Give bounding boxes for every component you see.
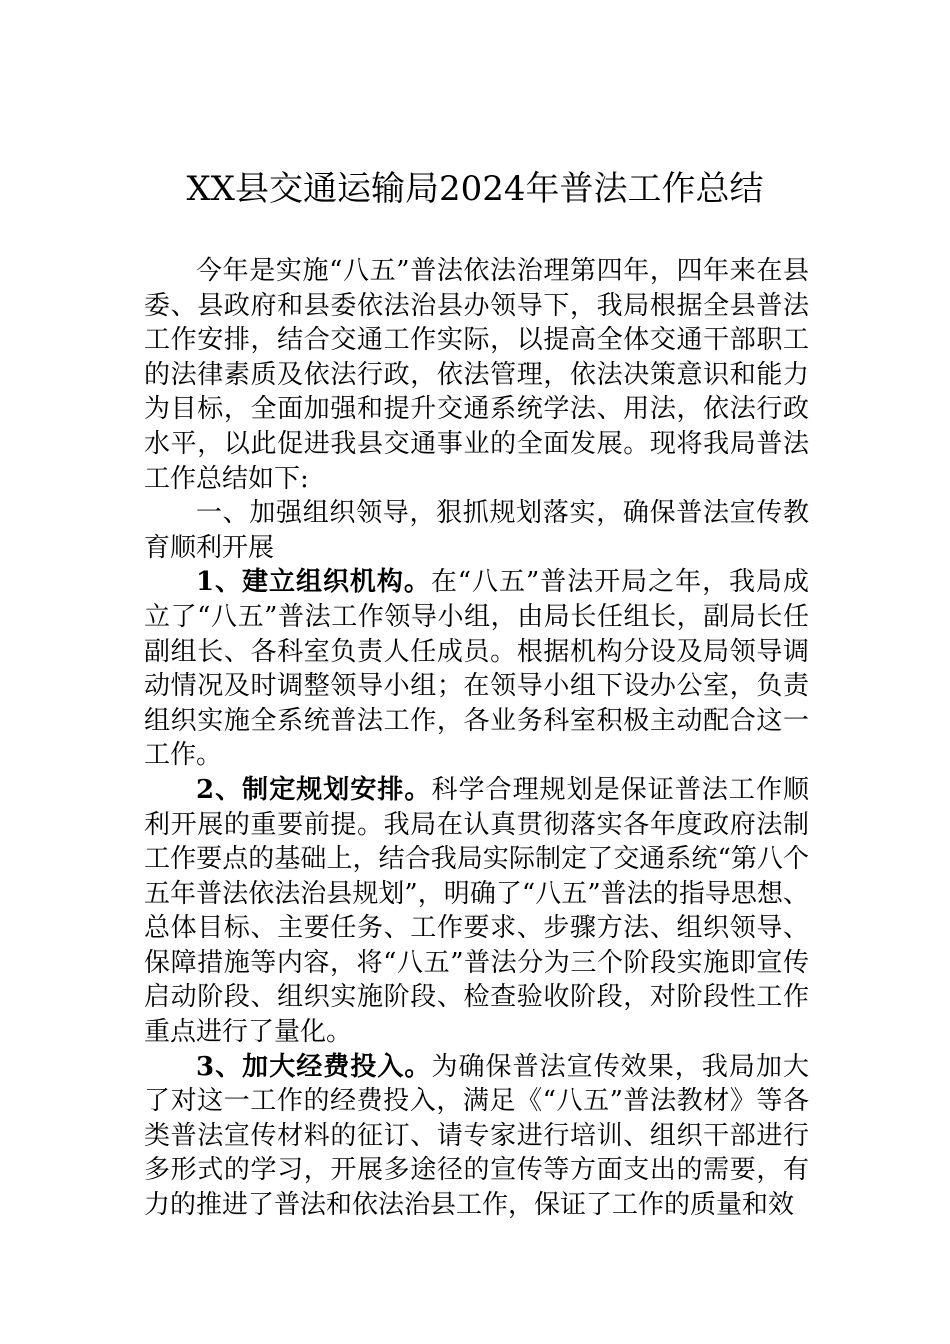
document-title: XX县交通运输局2024年普法工作总结 [186, 169, 764, 209]
item-text-3: 为确保普法宣传效果，我局加大了对这一工作的经费投入，满足《“八五”普法教材》等各类普法宣传材料的征订、请专家进行培训、组织干部进行多形式的学习，开展多途径的宣传等方面支出的需要，有力的推进了普法和依法治县工作，保证了工作的质量和效 [144, 1051, 809, 1221]
item-heading-2: 2、制定规划安排。 [196, 774, 432, 805]
item-paragraph-2 [144, 773, 809, 1050]
document-body [144, 254, 809, 1223]
item-heading-1: 1、建立组织机构。 [196, 567, 431, 598]
item-paragraph-3 [144, 1050, 809, 1223]
item-paragraph-1 [144, 565, 809, 773]
item-text-1: 在“八五”普法开局之年，我局成立了“八五”普法工作领导小组，由局长任组长，副局长任副组长、各科室负责人任成员。根据机构分设及局领导调动情况及时调整领导小组；在领导小组下设办公室，负责组织实施全系统普法工作，各业务科室积极主动配合这一工作。 [144, 567, 809, 771]
item-text-2: 科学合理规划是保证普法工作顺利开展的重要前提。我局在认真贯彻落实各年度政府法制工作要点的基础上，结合我局实际制定了交通系统“第八个五年普法依法治县规划”，明确了“八五”普法的指导思想、总体目标、主要任务、工作要求、步骤方法、组织领导、保障措施等内容，将“八五”普法分为三个阶段实施即宣传启动阶段、组织实施阶段、检查验收阶段，对阶段性工作重点进行了量化。 [144, 774, 809, 1048]
intro-paragraph: 今年是实施“八五”普法依法治理第四年，四年来在县委、县政府和县委依法治县办领导下，我局根据全县普法工作安排，结合交通工作实际，以提高全体交通干部职工的法律素质及依法行政，依法管理，依法决策意识和能力为目标，全面加强和提升交通系统学法、用法，依法行政水平，以此促进我县交通事业的全面发展。现将我局普法工作总结如下: [144, 256, 809, 494]
item-heading-3: 3、加大经费投入。 [196, 1051, 432, 1082]
section-heading-1: 一、加强组织领导，狠抓规划落实，确保普法宣传教育顺利开展 [144, 498, 809, 563]
